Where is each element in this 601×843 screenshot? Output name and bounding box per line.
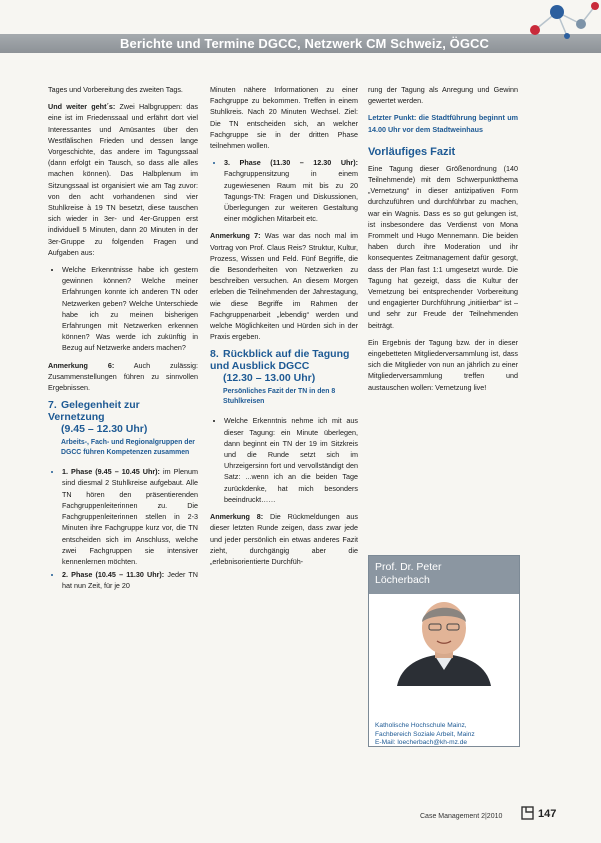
section-banner xyxy=(0,34,601,53)
list-item xyxy=(62,569,198,591)
note-label: Anmerkung 8: xyxy=(210,512,264,522)
paragraph: Eine Tagung dieser Größenordnung (140 Teilnehmende) mit dem Schwerpunktthema „Vernetzung“ in dieser antizipativen Form durchzuführen und durchführbar zu machen, war ein Wagnis. Dass es so gut gelungen ist, ist insbesondere das Verdienst von Mona Frommelt und Hugo Mennemann. Die beiden haben durch ihre Moderation und ihr konsequentes Zeitmanagement dafür gesorgt, dass der Plan fast 1:1 umgesetzt wurde. Die Tagung hat gezeigt, dass die Kultur der Vernetzung bei entsprechender Vorbereitung und engagierter Durchführung „initiierbar“ ist – und sehr zur Freude der Teilnehmenden beiträgt. xyxy=(368,163,518,330)
phase-text: im Plenum sind diesmal 2 Stuhlkreise aufgebaut. Alle TN hören den präsentierenden Fachgruppenleiterinnen zu. Die Fachgruppenleiterinnen stellen in 2-3 Minuten ihre Fachgruppe kurz vor, die TN entscheiden sich im Anschluss, welche zwei Fachgruppen sie intensiver kennenlernen möchten. xyxy=(62,467,199,566)
last-point: Letzter Punkt: die Stadtführung beginnt um 14.00 Uhr vor dem Stadtweinhaus xyxy=(368,113,518,134)
section-8-subtitle: Persönliches Fazit der TN in den 8 Stuhlkreisen xyxy=(223,388,336,406)
phase-label: 1. Phase (9.45 – 10.45 Uhr): xyxy=(62,467,160,477)
author-affiliation xyxy=(375,722,515,748)
author-name-line: Prof. Dr. Peter xyxy=(375,561,442,573)
section-time: (9.45 – 12.30 Uhr) xyxy=(61,423,148,436)
section-title: Berichte und Termine DGCC, Netzwerk CM Schweiz, ÖGCC xyxy=(120,36,490,51)
affiliation-line: Katholische Hochschule Mainz, xyxy=(375,722,467,729)
paragraph: Minuten nähere Informationen zu einer Fachgruppe zu bekommen. Treffen in einem Stuhlkreis. Nach 20 Minuten Wechsel. Ziel: Die TN entscheiden sich, an welcher Fachgruppe sie in der dritten Phase teilnehmen wollen. xyxy=(210,85,358,151)
list-item: • Welche Erkenntnisse habe ich gestern gewinnen können? Welche meiner Erfahrungen konnte ich anderen TN oder Netzwerken geben? Welche Unterschiede habe ich zu meinen bisherigen Erfahrungen mit Netzwerken erkennen können? Was werde ich zukünftig in Bezug auf Netzwerke anders machen? xyxy=(62,264,198,354)
author-email: E-Mail: loecherbach@kh-mz.de xyxy=(375,739,468,747)
note-8 xyxy=(210,511,358,567)
section-number: 8. xyxy=(210,348,219,361)
phase-list xyxy=(210,157,358,224)
journal-footer: Case Management 2|2010 xyxy=(420,813,503,820)
section-time: (12.30 – 13.00 Uhr) xyxy=(223,372,316,385)
phase-label: 2. Phase (10.45 – 11.30 Uhr): xyxy=(62,570,165,580)
paragraph: Tages und Vorbereitung des zweiten Tags. xyxy=(48,85,183,94)
note-6 xyxy=(48,360,198,394)
section-7-heading xyxy=(48,399,198,435)
lead-in: Und weiter geht´s: xyxy=(48,102,116,112)
section-title-text: Rückblick auf die Tagung und Ausblick DGCC xyxy=(210,348,350,373)
note-text: Auch zulässig: Zusammenstellungen führen zu sinnvollen Ergebnissen. xyxy=(48,360,198,393)
section-7-subtitle: Arbeits-, Fach- und Regionalgruppen der DGCC führen Kompetenzen zusammen xyxy=(61,439,195,457)
list-item: • Welche Erkenntnis nehme ich mit aus dieser Tagung: ein Minute überlegen, dann beginnt ein TN der 19 im Sitzkreis und die Runde setzt sich im Uhrzeigersinn fort und vervollständigt den Satz: ...wenn ich an die beiden Tage zurückdenke, hat mich besonders beeindruckt…… xyxy=(224,415,358,505)
affiliation-line: Fachbereich Soziale Arbeit, Mainz xyxy=(375,730,475,738)
phase-text: Jeder TN hat nun Zeit, für je 20 xyxy=(62,570,198,591)
author-name xyxy=(369,556,519,594)
column-2 xyxy=(210,84,358,573)
paragraph: Ein Ergebnis der Tagung bzw. der in dieser eingebetteten Mitgliederversammlung ist, dass sich die Mitglieder von nun an jährlich zu einer Mitgliederversammlung treffen und austauschen wollen: Vernetzung live! xyxy=(368,337,518,392)
paragraph xyxy=(48,101,198,258)
question-list xyxy=(48,264,198,354)
fazit-heading: Vorläufiges Fazit xyxy=(368,145,456,158)
note-label: Anmerkung 7: xyxy=(210,231,261,241)
phase-text: Fachgruppensitzung in einem zugewiesenen Raum mit bis zu 20 Tagungs-TN: Fragen und Diskussionen, Überlegungen zur weiteren Gestaltung einer möglichen Mitarbeit etc. xyxy=(224,169,358,224)
list-item xyxy=(62,466,198,567)
phase-label: 3. Phase (11.30 – 12.30 Uhr): xyxy=(224,158,358,168)
molecule-graphic xyxy=(515,0,601,40)
question-list xyxy=(210,415,358,505)
page-corner-icon xyxy=(521,806,534,820)
author-photo xyxy=(369,594,519,686)
author-profile xyxy=(368,555,520,747)
section-8-heading xyxy=(210,348,358,384)
paragraph: rung der Tagung als Anregung und Gewinn gewertet werden. xyxy=(368,85,518,106)
note-text: Die Rückmeldungen aus dieser letzten Runde zeigen, dass zwar jede und jeder persönlich ein etwas anderes Fazit zieht, durchgängig aber die „erlebnisorientierte Durchfüh- xyxy=(210,512,358,566)
note-text: Was war das noch mal im Vortrag von Prof. Claus Reis? Struktur, Kultur, Prozess, Wissen und Feld. Fünf Begriffe, die die Besonderheiten von Netzwerken zu beschreiben versuchen. An diesem Morgen erleben die Teilnehmenden der Jahrestagung, wie diese Begriffe im Rahmen der Fachgruppenarbeit „lebendig“ werden und welche Möglichkeiten und Hürden sich in der Praxis ergeben. xyxy=(210,231,358,342)
note-7 xyxy=(210,230,358,342)
column-3 xyxy=(368,84,518,399)
paragraph-text: Zwei Halbgruppen: das eine ist im Friedenssaal und erfährt dort viel Interessantes und Amüsantes über den Westfälischen Frieden und dessen lange Vorgeschichte, das andere im Tagungssaal (dann erfolgt ein Tausch, so dass alle alles machen können). Das Halbplenum im Sitzungssaal ist organisiert wie am Tag zuvor: von den acht vorhandenen sind vier Stuhlkreise à 19 TN besetzt, diese tauschen sich wieder in 3er- und 4er-Gruppen erst individuell 5 Minuten, dann 20 Minuten in der 3er-Gruppe zu folgenden Fragen und Aufgaben aus: xyxy=(48,102,198,257)
list-item xyxy=(224,157,358,224)
author-name-line: Löcherbach xyxy=(375,574,430,586)
page-number: 147 xyxy=(538,808,557,820)
note-label: Anmerkung 6: xyxy=(48,360,115,370)
phase-list xyxy=(48,466,198,591)
section-number: 7. xyxy=(48,399,57,412)
section-title-text: Gelegenheit zur Vernetzung xyxy=(48,399,140,424)
column-1 xyxy=(48,84,198,598)
